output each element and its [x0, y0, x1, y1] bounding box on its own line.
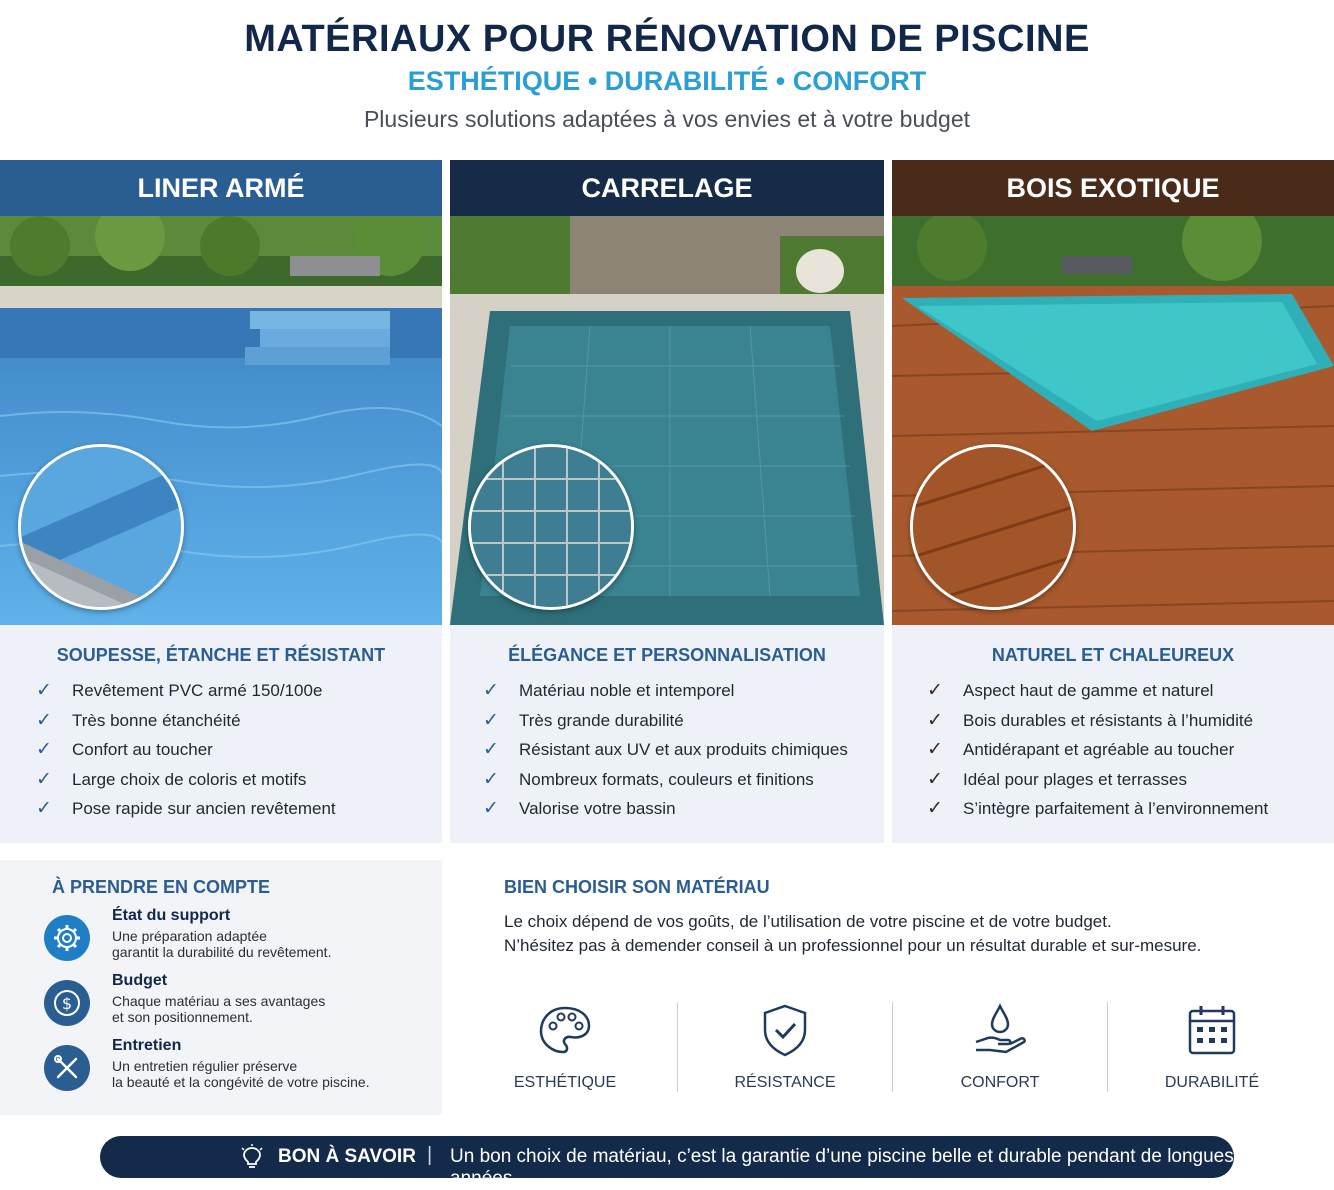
tile-card — [450, 160, 884, 843]
wood-feature-list — [892, 676, 1334, 824]
consideration-title: État du support — [112, 907, 231, 924]
liner-feature-list — [0, 676, 442, 824]
liner-pool-photo — [0, 216, 442, 625]
criterion-label: CONFORT — [960, 1074, 1040, 1091]
page-title: MATÉRIAUX POUR RÉNOVATION DE PISCINE — [244, 18, 1090, 60]
tile-feature-list — [450, 676, 884, 824]
list-item: ✓ Revêtement PVC armé 150/100e — [0, 676, 442, 706]
check-icon: ✓ — [483, 709, 499, 731]
calendar-icon — [1182, 1000, 1242, 1060]
banner-separator: | — [427, 1144, 433, 1166]
palette-icon — [535, 1000, 595, 1060]
wood-card-title: BOIS EXOTIQUE — [892, 160, 1334, 216]
tile-card-title: CARRELAGE — [450, 160, 884, 216]
hand-water-icon — [970, 1000, 1030, 1060]
list-item: ✓ Résistant aux UV et aux produits chimiques — [450, 735, 884, 765]
check-icon: ✓ — [36, 768, 52, 790]
list-item: ✓ Pose rapide sur ancien revêtement — [0, 794, 442, 824]
tile-pool-photo — [450, 216, 884, 625]
check-icon: ✓ — [36, 709, 52, 731]
wood-pool-photo — [892, 216, 1334, 625]
list-item: ✓ Valorise votre bassin — [450, 794, 884, 824]
page-tagline: Plusieurs solutions adaptées à vos envies et à votre budget — [363, 106, 971, 132]
list-item: ✓ Matériau noble et intemporel — [450, 676, 884, 706]
consideration-title: Entretien — [112, 1037, 182, 1054]
shield-check-icon — [755, 1000, 815, 1060]
criterion-resistance — [705, 1000, 865, 1092]
wood-material-closeup — [910, 444, 1076, 610]
list-item: ✓ Large choix de coloris et motifs — [0, 765, 442, 795]
banner-text: Un bon choix de matériau, c’est la garantie d’une piscine belle et durable pendant de longues années. — [450, 1146, 1234, 1189]
tile-material-closeup — [468, 444, 634, 610]
check-icon: ✓ — [483, 739, 499, 760]
list-item: ✓ S’intègre parfaitement à l’environnement — [892, 794, 1334, 824]
check-icon: ✓ — [483, 680, 499, 701]
list-item: ✓ Très grande durabilité — [450, 706, 884, 736]
list-item: ✓ Antidérapant et agréable au toucher — [892, 735, 1334, 765]
consideration-text: Une préparation adaptée garantit la durabilité du revêtement. — [112, 928, 332, 960]
consideration-text: Un entretien régulier préserve la beauté et la congévité de votre piscine. — [112, 1058, 370, 1090]
considerations-panel — [0, 860, 442, 1115]
tip-banner — [100, 1136, 1234, 1189]
check-icon: ✓ — [36, 798, 52, 819]
check-icon: ✓ — [927, 739, 943, 760]
divider — [677, 1002, 678, 1092]
choose-title: BIEN CHOISIR SON MATÉRIAU — [504, 877, 770, 897]
lightbulb-icon — [240, 1144, 264, 1175]
banner-label: BON À SAVOIR — [278, 1146, 416, 1167]
criterion-label: DURABILITÉ — [1164, 1074, 1260, 1091]
liner-material-closeup — [18, 444, 184, 610]
list-item: ✓ Idéal pour plages et terrasses — [892, 765, 1334, 795]
wood-card — [892, 160, 1334, 843]
list-item: ✓ Aspect haut de gamme et naturel — [892, 676, 1334, 706]
check-icon: ✓ — [927, 768, 943, 790]
considerations-title: À PRENDRE EN COMPTE — [52, 877, 271, 897]
check-icon: ✓ — [927, 709, 943, 731]
dollar-icon — [44, 980, 90, 1026]
liner-card-subtitle: SOUPESSE, ÉTANCHE ET RÉSISTANT — [56, 645, 386, 665]
wood-card-subtitle: NATUREL ET CHALEUREUX — [991, 645, 1235, 665]
check-icon: ✓ — [36, 680, 52, 701]
criterion-durability — [1132, 1000, 1292, 1092]
page-header — [0, 0, 1334, 150]
liner-card — [0, 160, 442, 843]
criterion-comfort — [920, 1000, 1080, 1092]
check-icon: ✓ — [483, 798, 499, 819]
list-item: ✓ Confort au toucher — [0, 735, 442, 765]
choose-text: Le choix dépend de vos goûts, de l’utilisation de votre piscine et de votre budget. N’hésitez pas à demender conseil à un professionnel pour un résultat durable et sur-mesure. — [504, 912, 1202, 955]
check-icon: ✓ — [927, 798, 943, 819]
list-item: ✓ Très bonne étanchéité — [0, 706, 442, 736]
consideration-text: Chaque matériau a ses avantages et son positionnement. — [112, 993, 326, 1025]
tools-icon — [44, 1045, 90, 1091]
liner-card-title: LINER ARMÉ — [0, 160, 442, 216]
svg-text:$: $ — [61, 994, 73, 1013]
criterion-label: RÉSISTANCE — [734, 1074, 836, 1091]
criterion-label: ESTHÉTIQUE — [513, 1074, 617, 1091]
divider — [1107, 1002, 1108, 1092]
tile-card-subtitle: ÉLÉGANCE ET PERSONNALISATION — [508, 645, 826, 665]
criterion-aesthetic — [485, 1000, 645, 1092]
gear-icon — [44, 915, 90, 961]
check-icon: ✓ — [927, 680, 943, 701]
check-icon: ✓ — [36, 739, 52, 760]
page-subtitle: ESTHÉTIQUE • DURABILITÉ • CONFORT — [407, 66, 927, 96]
consideration-title: Budget — [112, 972, 168, 989]
list-item: ✓ Nombreux formats, couleurs et finitions — [450, 765, 884, 795]
divider — [892, 1002, 893, 1092]
list-item: ✓ Bois durables et résistants à l’humidité — [892, 706, 1334, 736]
check-icon: ✓ — [483, 768, 499, 790]
